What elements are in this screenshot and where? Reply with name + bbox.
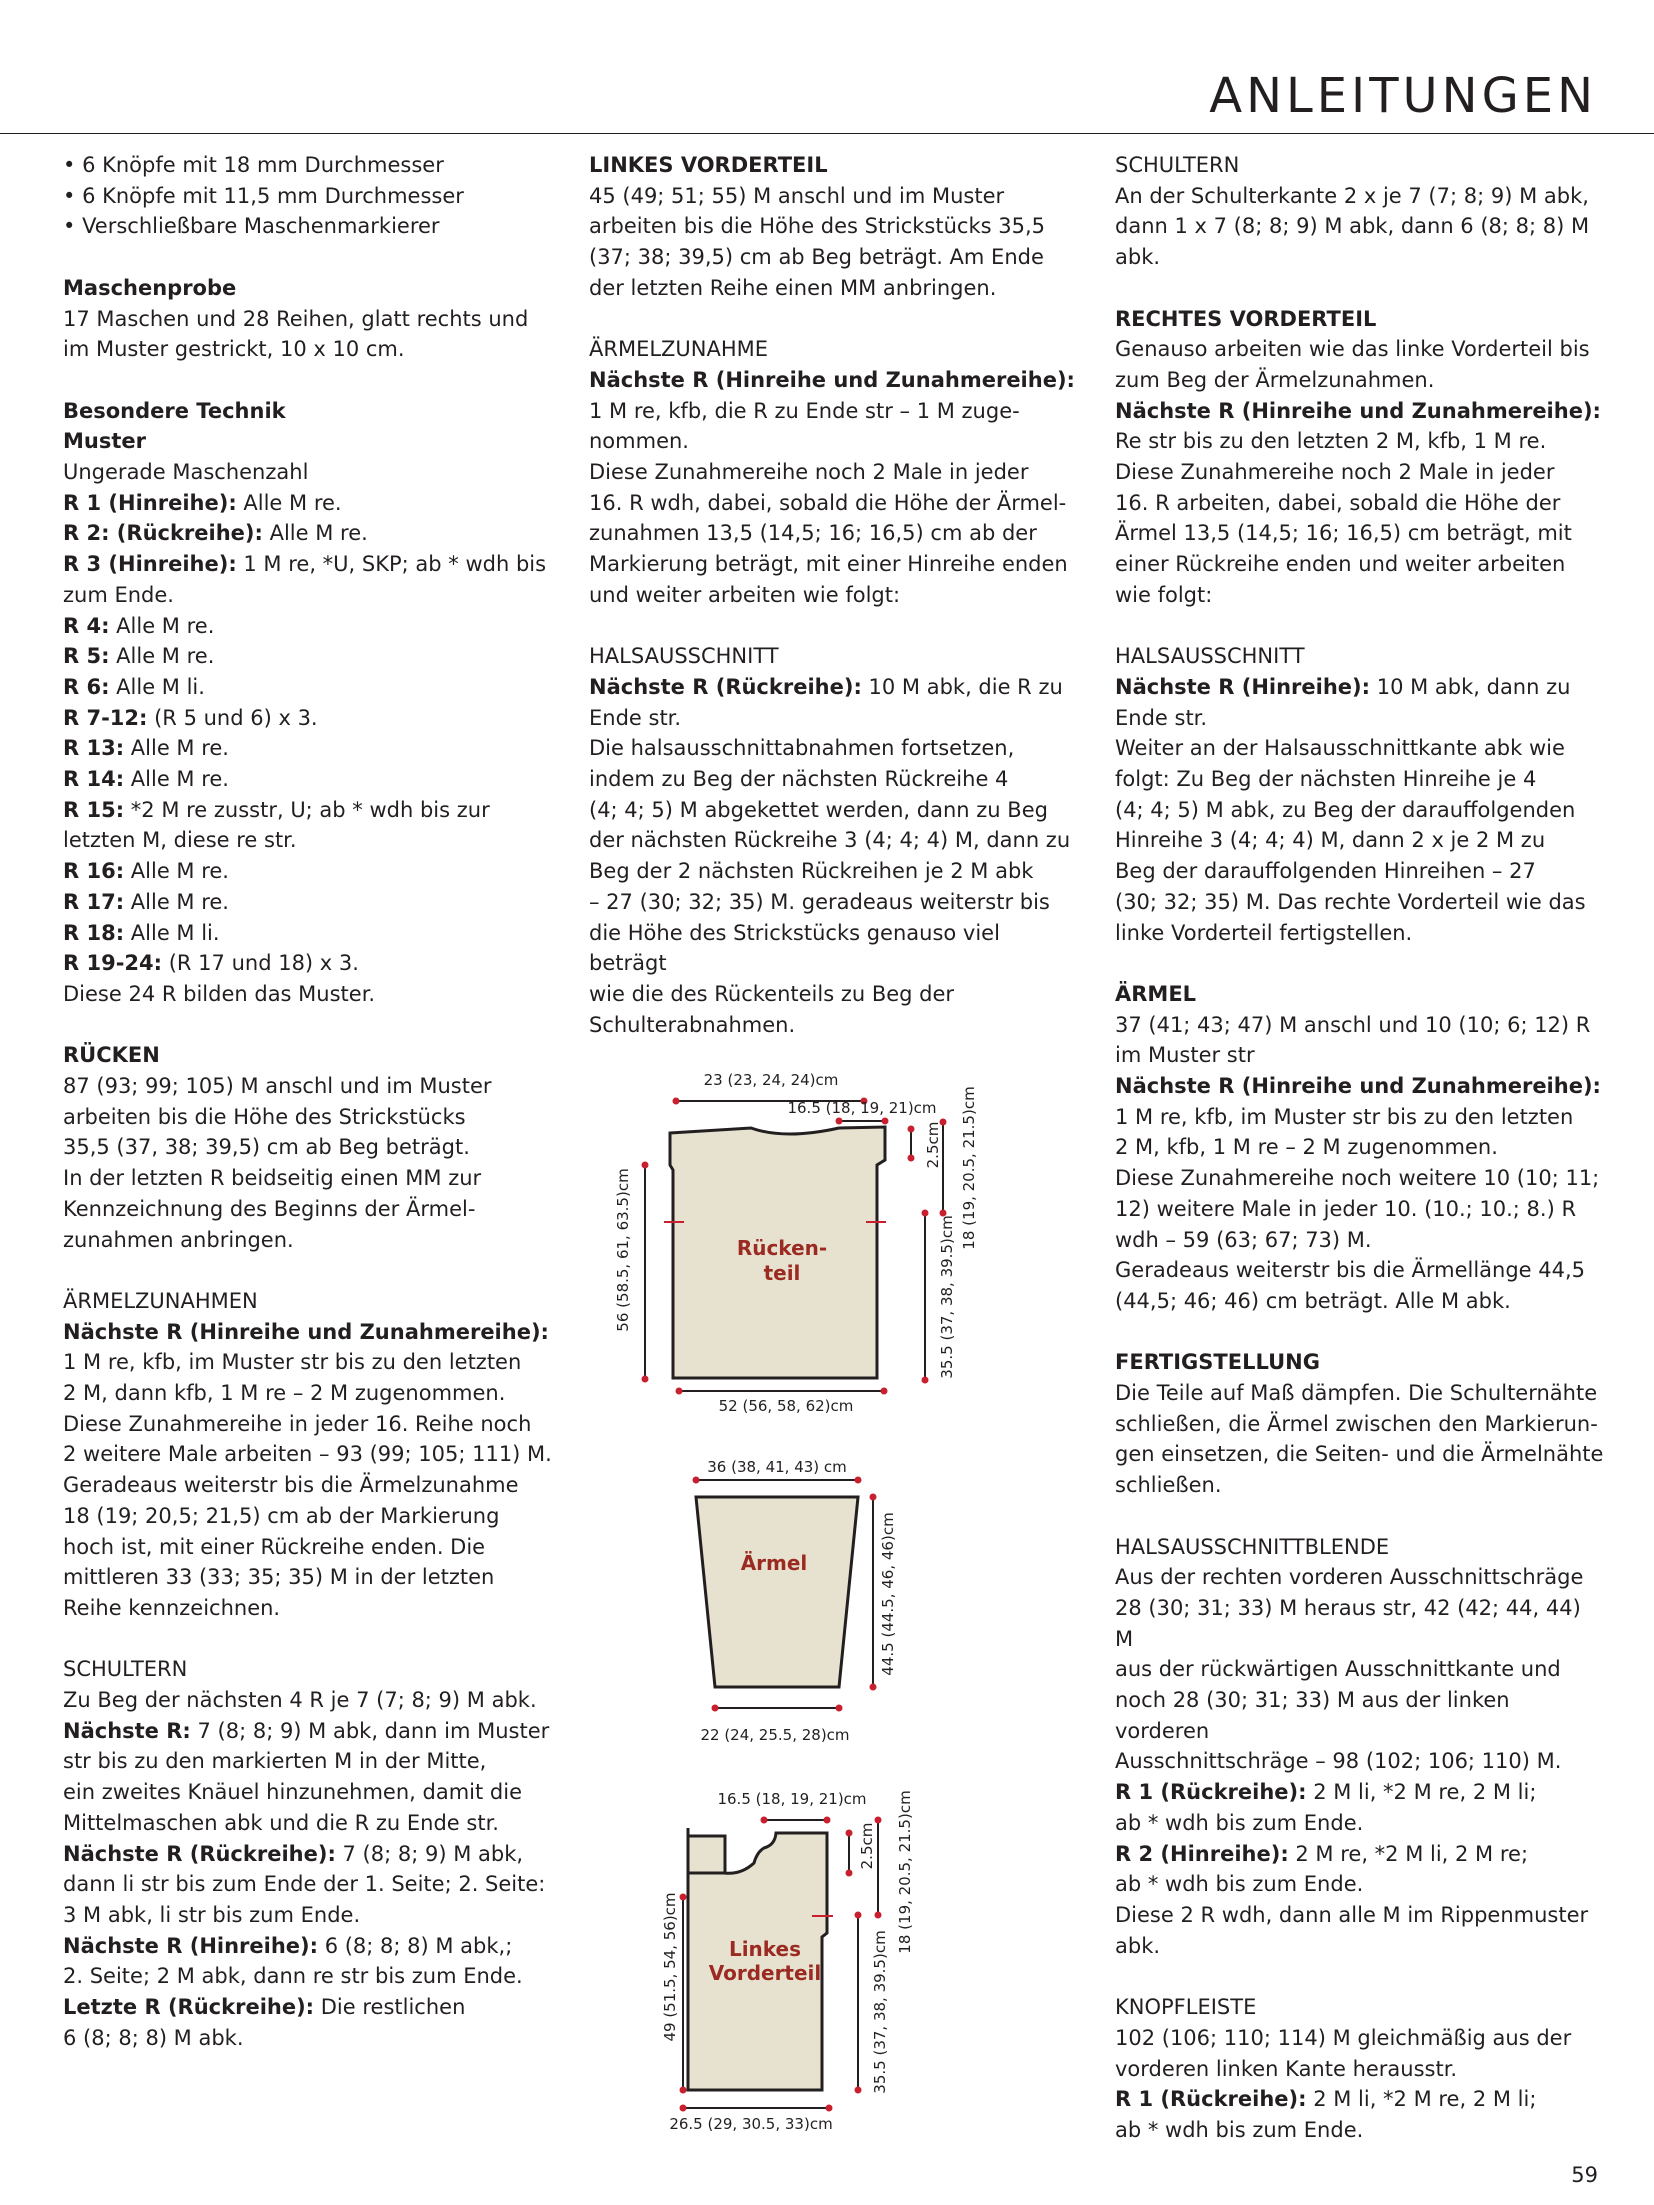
text-run: und weiter arbeiten wie folgt:: [589, 582, 901, 607]
bold-run: Nächste R (Hinreihe):: [63, 1933, 319, 1958]
dimension-dot: [846, 1830, 853, 1837]
text-run: 7 (8; 8; 9) M abk,: [335, 1841, 524, 1866]
text-run: Ende str.: [589, 705, 682, 730]
text-run: Alle M re.: [124, 889, 229, 914]
sleeve-diagram: [693, 1458, 898, 1744]
text-run: HALSAUSSCHNITT: [589, 644, 779, 669]
bold-run: R 17:: [63, 889, 125, 914]
text-run: Weiter an der Halsausschnittkante abk wie: [1115, 736, 1565, 761]
bold-run: R 1 (Rückreihe):: [1115, 2087, 1307, 2112]
bold-run: Besondere Technik: [63, 398, 286, 423]
back-width-label: 52 (56, 58, 62)cm: [718, 1397, 854, 1415]
sleeve-length-label: 44.5 (44.5, 46, 46)cm: [879, 1512, 897, 1676]
text-run: 2 M, dann kfb, 1 M re – 2 M zugenommen.: [63, 1381, 506, 1406]
bold-run: R 15:: [63, 797, 125, 822]
text-run: Alle M re.: [262, 521, 368, 546]
bold-run: R 5:: [63, 644, 110, 669]
text-run: SCHULTERN: [1115, 153, 1240, 177]
text-run: 45 (49; 51; 55) M anschl und im Muster: [589, 183, 1005, 208]
back-piece-label-2: teil: [763, 1261, 801, 1285]
dimension-dot: [922, 1210, 929, 1217]
text-run: Genauso arbeiten wie das linke Vorderteil bis: [1115, 337, 1590, 362]
bold-run: Nächste R (Hinreihe und Zunahmereihe):: [63, 1319, 549, 1344]
text-run: Diese 24 R bilden das Muster.: [63, 981, 376, 1006]
text-run: 3 M abk, li str bis zum Ende.: [63, 1903, 361, 1927]
dimension-dot: [712, 1705, 719, 1712]
text-run: 17 Maschen und 28 Reihen, glatt rechts und: [63, 306, 529, 331]
text-run: zunahmen anbringen.: [63, 1227, 294, 1252]
dimension-dot: [693, 1477, 700, 1484]
dimension-dot: [680, 2105, 687, 2112]
text-run: 2 M li, *2 M re, 2 M li;: [1306, 2087, 1537, 2112]
back-piece-diagram: [614, 1071, 978, 1415]
text-run: im Muster gestrickt, 10 x 10 cm.: [63, 337, 405, 362]
text-run: 2. Seite; 2 M abk, dann re str bis zum Ende.: [63, 1964, 523, 1989]
text-run: str bis zu den markierten M in der Mitte,: [63, 1749, 487, 1774]
text-run: schließen.: [1115, 1473, 1222, 1498]
text-run: Die Teile auf Maß dämpfen. Die Schulternähte: [1115, 1381, 1598, 1406]
text-run: Ärmel 13,5 (14,5; 16; 16,5) cm beträgt, mit: [1115, 521, 1572, 546]
text-run: 1 M re, kfb, im Muster str bis zu den letzten: [63, 1350, 522, 1375]
text-run: wie die des Rückenteils zu Beg der: [589, 981, 955, 1006]
text-run: Alle M re.: [124, 859, 229, 884]
text-run: (R 17 und 18) x 3.: [162, 951, 359, 976]
text-run: gen einsetzen, die Seiten- und die Ärmelnähte: [1115, 1442, 1604, 1467]
front-width-label: 26.5 (29, 30.5, 33)cm: [669, 2115, 833, 2133]
text-run: nommen.: [589, 429, 689, 454]
text-run: einer Rückreihe enden und weiter arbeiten: [1115, 552, 1566, 577]
text-run: Ungerade Maschenzahl: [63, 460, 309, 484]
text-run: Ende str.: [1115, 705, 1208, 730]
front-piece-label-2: Vorderteil: [708, 1961, 822, 1985]
text-run: Markierung beträgt, mit einer Hinreihe enden: [589, 552, 1068, 577]
text-run: Diese 2 R wdh, dann alle M im Rippenmuster: [1115, 1903, 1589, 1927]
text-run: hoch ist, mit einer Rückreihe enden. Die: [63, 1534, 486, 1559]
bold-run: R 16:: [63, 859, 125, 884]
bold-run: Muster: [63, 429, 146, 454]
bold-run: R 1 (Rückreihe):: [1115, 1780, 1307, 1805]
back-side-label: 35.5 (37, 38, 39.5)cm: [938, 1215, 956, 1379]
text-run: mittleren 33 (33; 35; 35) M in der letzten: [63, 1565, 495, 1590]
back-shoulder-label: 16.5 (18, 19, 21)cm: [787, 1099, 937, 1117]
text-run: abk.: [1115, 1933, 1161, 1958]
back-length-label: 56 (58.5, 61, 63.5)cm: [614, 1168, 632, 1332]
bold-run: R 4:: [63, 613, 110, 638]
text-run: Die restlichen: [314, 1995, 466, 2020]
text-run: Alle M re.: [124, 736, 229, 761]
text-run: 2 M, kfb, 1 M re – 2 M zugenommen.: [1115, 1135, 1498, 1160]
text-run: Diese Zunahmereihe noch weitere 10 (10; 11;: [1115, 1166, 1600, 1191]
text-run: wie folgt:: [1115, 582, 1213, 607]
text-run: Beg der darauffolgenden Hinreihen – 27: [1115, 859, 1536, 884]
dimension-dot: [855, 1912, 862, 1919]
text-run: Schulterabnahmen.: [589, 1012, 796, 1037]
text-run: 1 M re, kfb, die R zu Ende str – 1 M zuge-: [589, 398, 1020, 423]
text-run: indem zu Beg der nächsten Rückreihe 4: [589, 767, 1009, 792]
text-run: Diese Zunahmereihe in jeder 16. Reihe noch: [63, 1411, 532, 1436]
text-run: Ausschnittschräge – 98 (102; 106; 110) M.: [1115, 1749, 1562, 1774]
text-run: 10 M abk, dann zu: [1370, 674, 1571, 699]
bold-run: RÜCKEN: [63, 1043, 160, 1068]
bold-run: Nächste R (Hinreihe):: [1115, 674, 1371, 699]
bold-run: R 14:: [63, 767, 125, 792]
bold-run: Nächste R (Rückreihe):: [63, 1841, 336, 1866]
text-run: Aus der rechten vorderen Ausschnittschräge: [1115, 1565, 1584, 1590]
text-run: abk.: [1115, 245, 1161, 270]
bold-run: R 2: (Rückreihe):: [63, 521, 263, 546]
dimension-dot: [824, 1817, 831, 1824]
text-run: ab * wdh bis zum Ende.: [1115, 1872, 1364, 1897]
text-run: 28 (30; 31; 33) M heraus str, 42 (42; 44, 44) M: [1115, 1595, 1581, 1651]
text-run: (4; 4; 5) M abgekettet werden, dann zu Beg: [589, 797, 1048, 822]
text-run: schließen, die Ärmel zwischen den Markierun-: [1115, 1411, 1598, 1436]
text-run: folgt: Zu Beg der nächsten Hinreihe je 4: [1115, 767, 1537, 792]
back-piece-label-1: Rücken-: [736, 1236, 828, 1260]
text-run: Alle M re.: [124, 767, 229, 792]
text-run: aus der rückwärtigen Ausschnittkante und: [1115, 1657, 1561, 1682]
text-run: 102 (106; 110; 114) M gleichmäßig aus der: [1115, 2025, 1572, 2050]
bold-run: Maschenprobe: [63, 275, 237, 300]
back-neck-depth-label: 2.5cm: [924, 1121, 942, 1169]
dimension-dot: [922, 1377, 929, 1384]
text-run: wdh – 59 (63; 67; 73) M.: [1115, 1227, 1372, 1252]
dimension-dot: [908, 1126, 915, 1133]
text-run: 6 Knöpfe mit 11,5 mm Durchmesser: [82, 183, 464, 208]
text-run: Diese Zunahmereihe noch 2 Male in jeder: [1115, 460, 1555, 485]
text-run: (4; 4; 5) M abk, zu Beg der darauffolgenden: [1115, 797, 1576, 822]
dimension-dot: [875, 1912, 882, 1919]
text-run: 2 weitere Male arbeiten – 93 (99; 105; 111) M.: [63, 1442, 552, 1467]
text-run: (30; 32; 35) M. Das rechte Vorderteil wie das: [1115, 889, 1586, 914]
text-run: 37 (41; 43; 47) M anschl und 10 (10; 6; 12) R: [1115, 1012, 1591, 1037]
dimension-dot: [642, 1162, 649, 1169]
bold-run: R 2 (Hinreihe):: [1115, 1841, 1289, 1866]
bold-run: R 6:: [63, 674, 110, 699]
text-run: ÄRMELZUNAHME: [589, 337, 769, 362]
text-run: 18 (19; 20,5; 21,5) cm ab der Markierung: [63, 1503, 500, 1528]
text-run: der letzten Reihe einen MM anbringen.: [589, 275, 997, 300]
text-run: 16. R wdh, dabei, sobald die Höhe der Ärmel-: [589, 490, 1067, 515]
text-run: arbeiten bis die Höhe des Strickstücks: [63, 1104, 466, 1129]
text-run: HALSAUSSCHNITTBLENDE: [1115, 1534, 1390, 1559]
text-run: 7 (8; 8; 9) M abk, dann im Muster: [190, 1718, 550, 1743]
text-run: Hinreihe 3 (4; 4; 4) M, dann 2 x je 2 M zu: [1115, 828, 1546, 853]
text-run: 2 M re, *2 M li, 2 M re;: [1288, 1841, 1529, 1866]
text-run: (R 5 und 6) x 3.: [147, 705, 318, 730]
text-run: An der Schulterkante 2 x je 7 (7; 8; 9) M abk,: [1115, 183, 1589, 208]
text-run: ab * wdh bis zum Ende.: [1115, 2117, 1364, 2142]
text-run: Diese Zunahmereihe noch 2 Male in jeder: [589, 460, 1029, 485]
text-run: 35,5 (37, 38; 39,5) cm ab Beg beträgt.: [63, 1135, 470, 1160]
back-armhole-label: 18 (19, 20.5, 21.5)cm: [960, 1086, 978, 1250]
text-run: zum Ende.: [63, 582, 174, 607]
text-run: zum Beg der Ärmelzunahmen.: [1115, 367, 1435, 392]
text-run: (37; 38; 39,5) cm ab Beg beträgt. Am Ende: [589, 245, 1044, 270]
bold-run: R 3 (Hinreihe):: [63, 552, 237, 577]
text-run: 6 Knöpfe mit 18 mm Durchmesser: [82, 153, 444, 177]
bold-run: Letzte R (Rückreihe):: [63, 1995, 315, 2020]
sleeve-top-width-label: 36 (38, 41, 43) cm: [707, 1458, 847, 1476]
text-run: KNOPFLEISTE: [1115, 1995, 1257, 2020]
front-neck-depth-label: 2.5cm: [858, 1822, 876, 1870]
text-run: ein zweites Knäuel hinzunehmen, damit die: [63, 1780, 522, 1805]
bold-run: R 7-12:: [63, 705, 148, 730]
text-run: 6 (8; 8; 8) M abk.: [63, 2025, 244, 2050]
dimension-dot: [855, 1477, 862, 1484]
bold-run: Nächste R (Hinreihe und Zunahmereihe):: [589, 367, 1075, 392]
text-run: Geradeaus weiterstr bis die Ärmelzunahme: [63, 1473, 519, 1498]
text-run: 1 M re, *U, SKP; ab * wdh bis: [236, 552, 547, 577]
dimension-dot: [908, 1155, 915, 1162]
text-run: Die halsausschnittabnahmen fortsetzen,: [589, 736, 1015, 761]
dimension-dot: [882, 1118, 889, 1125]
page-number: 59: [1571, 2163, 1598, 2187]
front-side-label: 35.5 (37, 38, 39.5)cm: [871, 1930, 889, 2094]
dimension-dot: [836, 1705, 843, 1712]
text-run: zunahmen 13,5 (14,5; 16; 16,5) cm ab der: [589, 521, 1037, 546]
bold-run: Nächste R (Hinreihe und Zunahmereihe):: [1115, 1074, 1601, 1099]
text-run: Beg der 2 nächsten Rückreihen je 2 M abk: [589, 859, 1034, 884]
dimension-dot: [642, 1376, 649, 1383]
text-run: HALSAUSSCHNITT: [1115, 644, 1305, 669]
text-run: Alle M li.: [109, 674, 205, 699]
text-run: 6 (8; 8; 8) M abk,;: [318, 1933, 513, 1958]
dimension-dot: [870, 1494, 877, 1501]
front-piece-diagram: [661, 1790, 914, 2133]
text-run: 12) weitere Male in jeder 10. (10.; 10.; 8.) R: [1115, 1196, 1577, 1221]
text-run: Re str bis zu den letzten 2 M, kfb, 1 M re.: [1115, 429, 1547, 454]
dimension-dot: [673, 1098, 680, 1105]
text-run: ab * wdh bis zum Ende.: [1115, 1810, 1364, 1835]
text-run: Verschließbare Maschenmarkierer: [82, 214, 440, 239]
text-run: ÄRMELZUNAHMEN: [63, 1288, 258, 1313]
front-length-label: 49 (51.5, 54, 56)cm: [661, 1892, 679, 2042]
text-run: *2 M re zusstr, U; ab * wdh bis zur: [124, 797, 490, 822]
dimension-dot: [680, 2087, 687, 2094]
bold-run: LINKES VORDERTEIL: [589, 153, 828, 177]
text-run: im Muster str: [1115, 1043, 1255, 1068]
text-run: Reihe kennzeichnen.: [63, 1595, 281, 1620]
dimension-dot: [836, 1118, 843, 1125]
text-run: (44,5; 46; 46) cm beträgt. Alle M abk.: [1115, 1288, 1511, 1313]
dimension-dot: [676, 1388, 683, 1395]
dimension-dot: [875, 1817, 882, 1824]
text-run: Zu Beg der nächsten 4 R je 7 (7; 8; 9) M abk.: [63, 1688, 537, 1713]
text-run: Alle M li.: [124, 920, 220, 945]
text-run: noch 28 (30; 31; 33) M aus der linken vorderen: [1115, 1688, 1510, 1743]
dimension-dot: [680, 1894, 687, 1901]
bold-run: R 19-24:: [63, 951, 163, 976]
text-run: Geradeaus weiterstr bis die Ärmellänge 44,5: [1115, 1258, 1586, 1283]
front-armhole-label: 18 (19, 20.5, 21.5)cm: [896, 1790, 914, 1954]
text-run: Alle M re.: [236, 490, 342, 515]
bold-run: R 13:: [63, 736, 125, 761]
text-run: – 27 (30; 32; 35) M. geradeaus weiterstr bis: [589, 889, 1050, 914]
bold-run: Nächste R (Hinreihe und Zunahmereihe):: [1115, 398, 1601, 423]
section-title: ANLEITUNGEN: [1209, 68, 1597, 124]
text-run: dann li str bis zum Ende der 1. Seite; 2. Seite:: [63, 1872, 546, 1897]
sleeve-label: Ärmel: [740, 1551, 808, 1575]
text-run: 87 (93; 99; 105) M anschl und im Muster: [63, 1074, 492, 1099]
text-run: 2 M li, *2 M re, 2 M li;: [1306, 1780, 1537, 1805]
text-run: dann 1 x 7 (8; 8; 9) M abk, dann 6 (8; 8; 8) M: [1115, 214, 1590, 239]
text-run: 10 M abk, die R zu: [861, 674, 1063, 699]
dimension-dot: [870, 1684, 877, 1691]
text-run: 16. R arbeiten, dabei, sobald die Höhe der: [1115, 490, 1561, 515]
text-run: Alle M re.: [109, 613, 215, 638]
dimension-dot: [826, 2105, 833, 2112]
text-run: Alle M re.: [109, 644, 215, 669]
text-run: die Höhe des Strickstücks genauso viel beträgt: [589, 920, 1000, 976]
text-run: arbeiten bis die Höhe des Strickstücks 35,5: [589, 214, 1045, 239]
bold-run: Nächste R:: [63, 1718, 191, 1743]
dimension-dot: [761, 1817, 768, 1824]
sleeve-outline: [696, 1497, 858, 1687]
bold-run: R 18:: [63, 920, 125, 945]
text-run: Mittelmaschen abk und die R zu Ende str.: [63, 1810, 499, 1835]
bold-run: ÄRMEL: [1115, 981, 1197, 1006]
dimension-dot: [846, 1870, 853, 1877]
dimension-dot: [855, 2087, 862, 2094]
bold-run: Nächste R (Rückreihe):: [589, 674, 862, 699]
bold-run: R 1 (Hinreihe):: [63, 490, 237, 515]
text-run: In der letzten R beidseitig einen MM zur: [63, 1166, 482, 1191]
text-run: SCHULTERN: [63, 1657, 188, 1682]
bold-run: RECHTES VORDERTEIL: [1115, 306, 1377, 331]
text-run: der nächsten Rückreihe 3 (4; 4; 4) M, dann zu: [589, 828, 1071, 853]
front-piece-label-1: Linkes: [728, 1937, 802, 1961]
bold-run: FERTIGSTELLUNG: [1115, 1350, 1320, 1375]
text-run: linke Vorderteil fertigstellen.: [1115, 920, 1413, 945]
text-run: letzten M, diese re str.: [63, 828, 297, 853]
text-run: 1 M re, kfb, im Muster str bis zu den letzten: [1115, 1104, 1574, 1129]
front-shoulder-label: 16.5 (18, 19, 21)cm: [717, 1790, 867, 1808]
back-top-width-label: 23 (23, 24, 24)cm: [703, 1071, 839, 1089]
sleeve-bottom-width-label: 22 (24, 25.5, 28)cm: [700, 1726, 850, 1744]
dimension-dot: [881, 1388, 888, 1395]
text-run: vorderen linken Kante herausstr.: [1115, 2056, 1458, 2081]
text-run: Kennzeichnung des Beginns der Ärmel-: [63, 1196, 476, 1221]
